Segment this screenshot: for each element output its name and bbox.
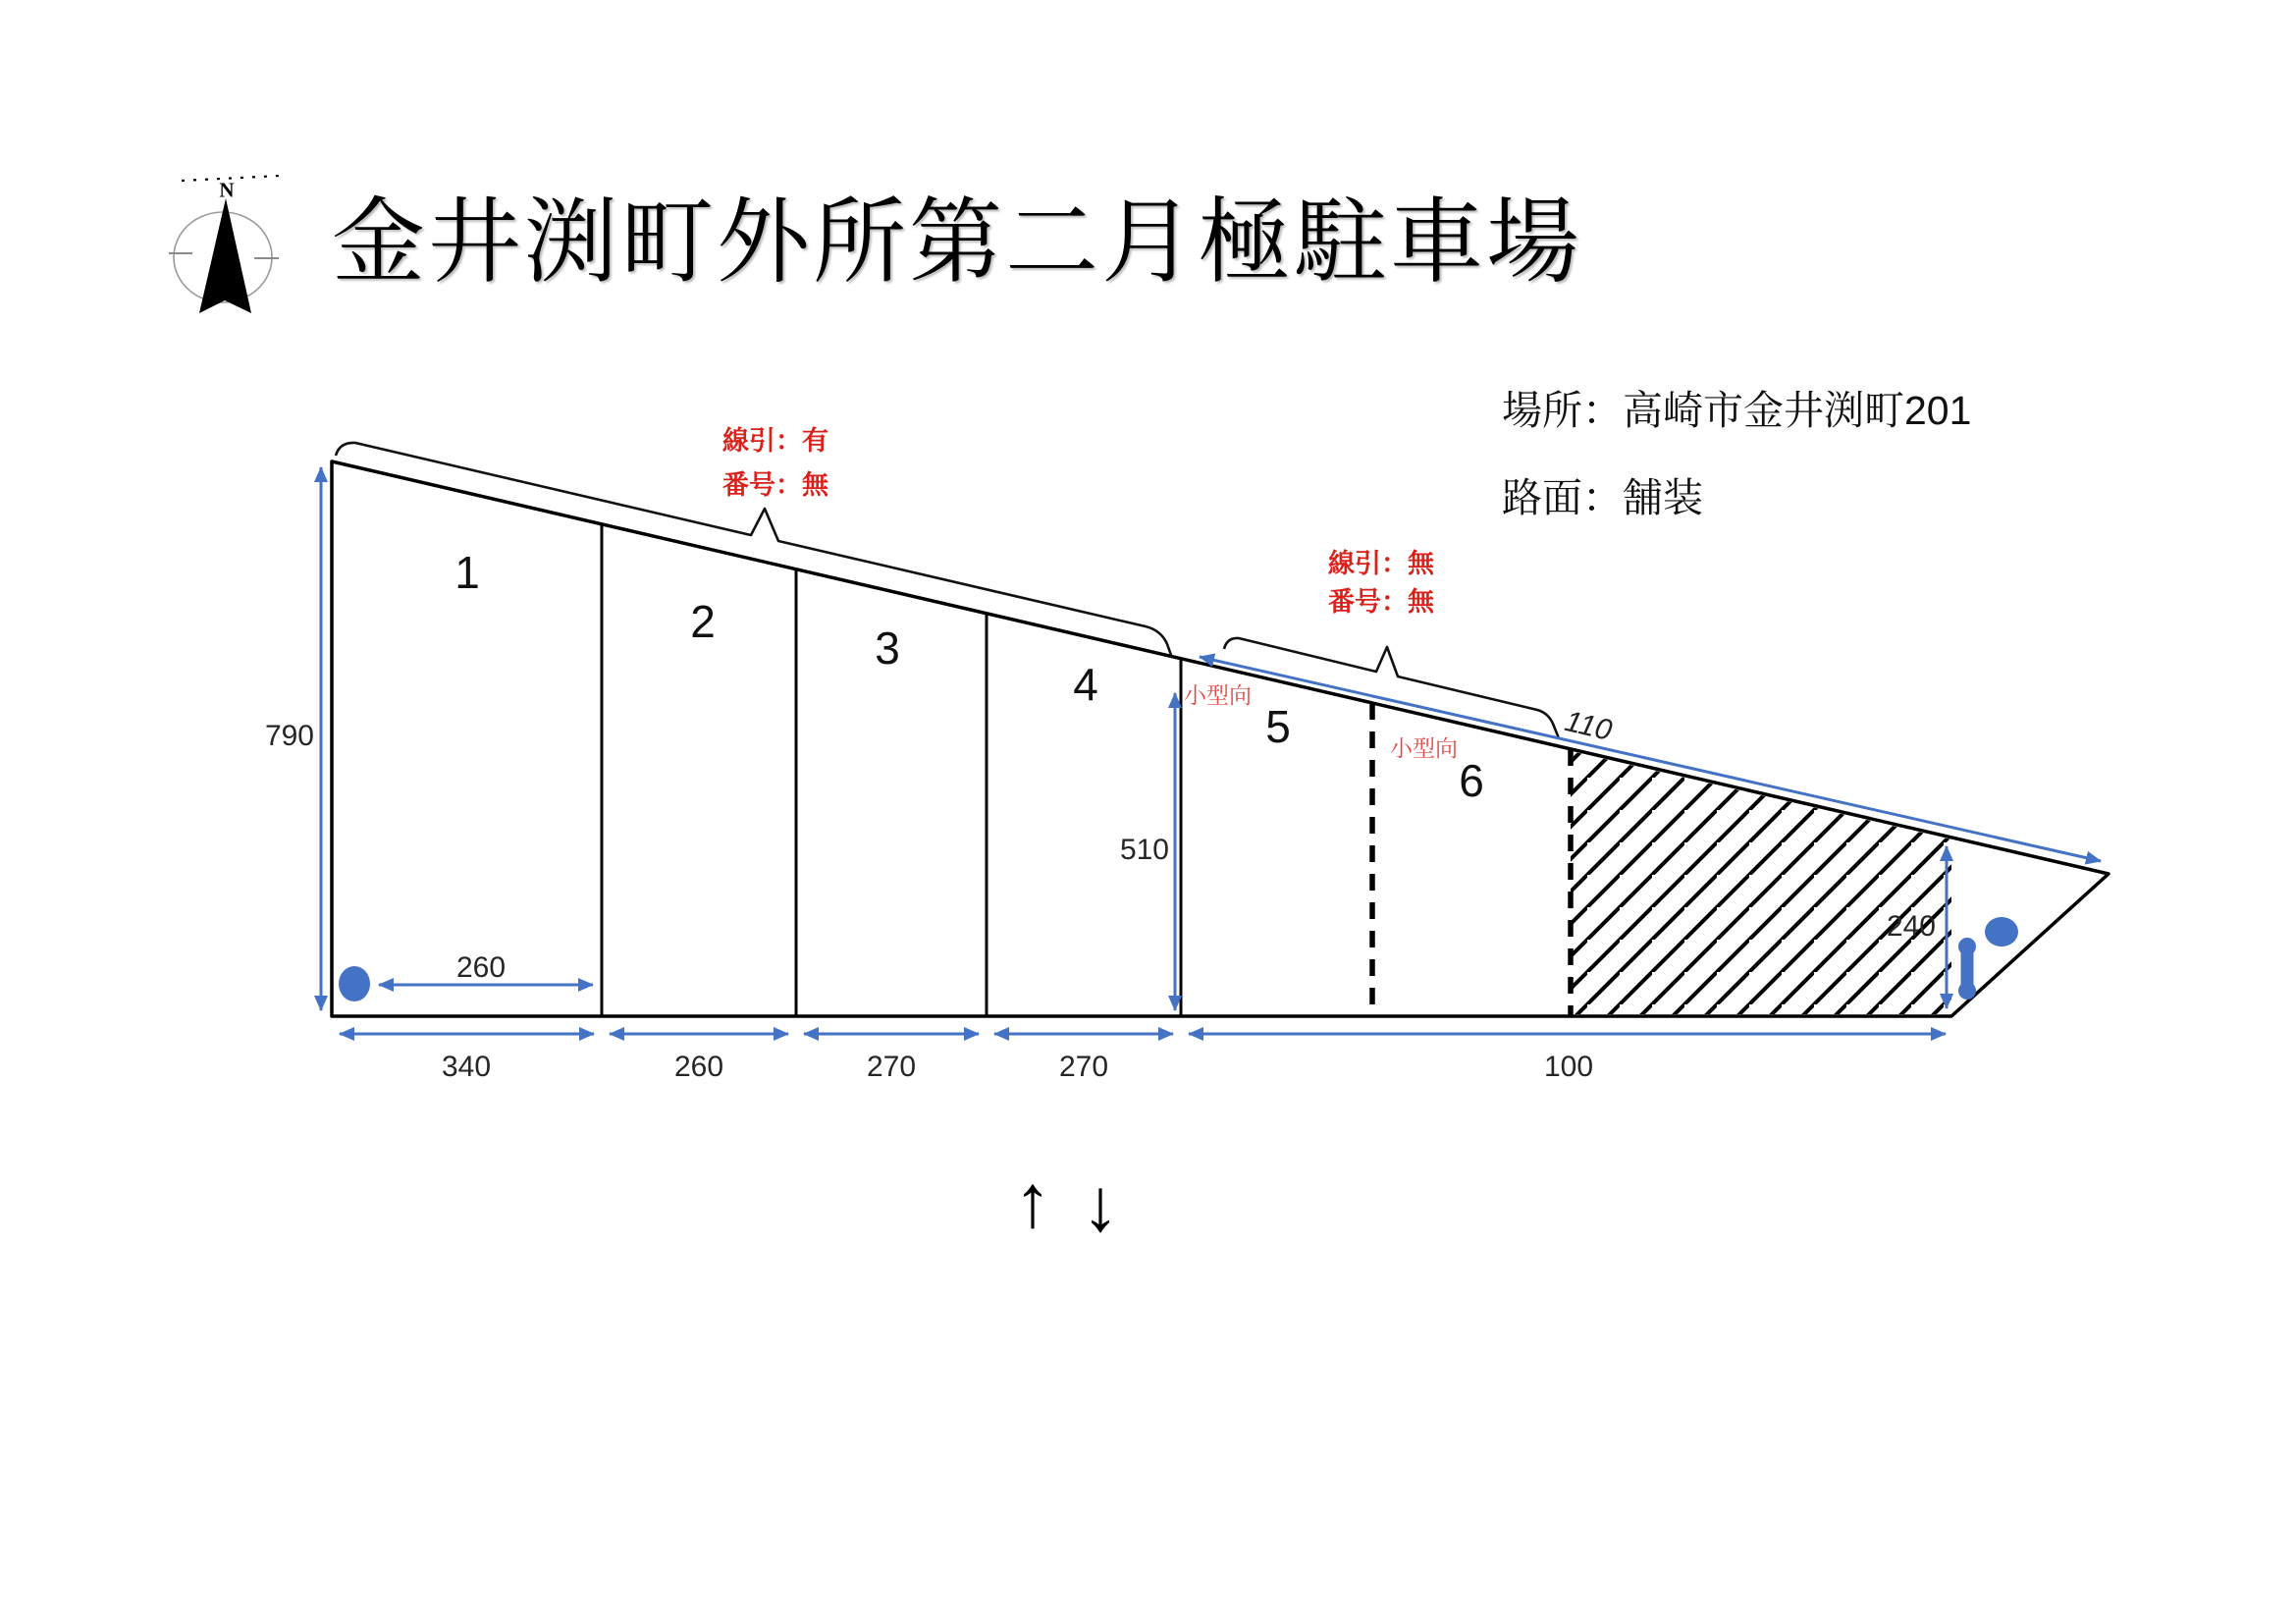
stall-number-6: 6 bbox=[1459, 755, 1484, 806]
dim-label-260b: 260 bbox=[673, 1051, 724, 1083]
down-arrow-icon: ↓ bbox=[1082, 1163, 1119, 1247]
dim-label-270b: 270 bbox=[1058, 1051, 1109, 1083]
compass-north-label: N bbox=[219, 178, 235, 202]
dim-label-270a: 270 bbox=[866, 1051, 917, 1083]
surface-text: 路面：舗装 bbox=[1502, 475, 1703, 520]
stall-number-1: 1 bbox=[454, 547, 480, 598]
small-car-label-stall5: 小型向 bbox=[1184, 682, 1252, 708]
stall-number-4: 4 bbox=[1073, 659, 1098, 710]
stall-number-3: 3 bbox=[875, 622, 900, 674]
stall-number-5: 5 bbox=[1265, 701, 1291, 752]
entrance-dot-left bbox=[339, 966, 370, 1001]
stall-number-2: 2 bbox=[690, 596, 716, 647]
small-car-label-stall6: 小型向 bbox=[1390, 735, 1458, 761]
zone1-note-line2: 番号：無 bbox=[722, 470, 828, 500]
location-text: 場所：高崎市金井渕町201 bbox=[1502, 388, 1972, 433]
dim-label-260-inner: 260 bbox=[455, 951, 507, 984]
gate-post-bottom bbox=[1958, 982, 1976, 1000]
page-title: 金井渕町外所第二月極駐車場 bbox=[332, 190, 1583, 295]
zone2-note-line2: 番号：無 bbox=[1328, 587, 1434, 617]
dim-label-790: 790 bbox=[264, 720, 314, 752]
dim-label-110: 110 bbox=[1562, 705, 1616, 747]
zone2-note-line1: 線引：無 bbox=[1328, 549, 1434, 578]
dim-label-240: 240 bbox=[1886, 910, 1936, 943]
gate-post-top bbox=[1958, 938, 1976, 955]
zone1-note-line1: 線引：有 bbox=[722, 426, 828, 456]
dim-label-100: 100 bbox=[1543, 1051, 1594, 1083]
entrance-dot-right bbox=[1985, 917, 2018, 947]
dim-label-340: 340 bbox=[441, 1051, 492, 1083]
up-arrow-icon: ↑ bbox=[1014, 1160, 1051, 1243]
dim-label-510: 510 bbox=[1119, 834, 1169, 866]
hatched-area bbox=[1571, 751, 1951, 1014]
